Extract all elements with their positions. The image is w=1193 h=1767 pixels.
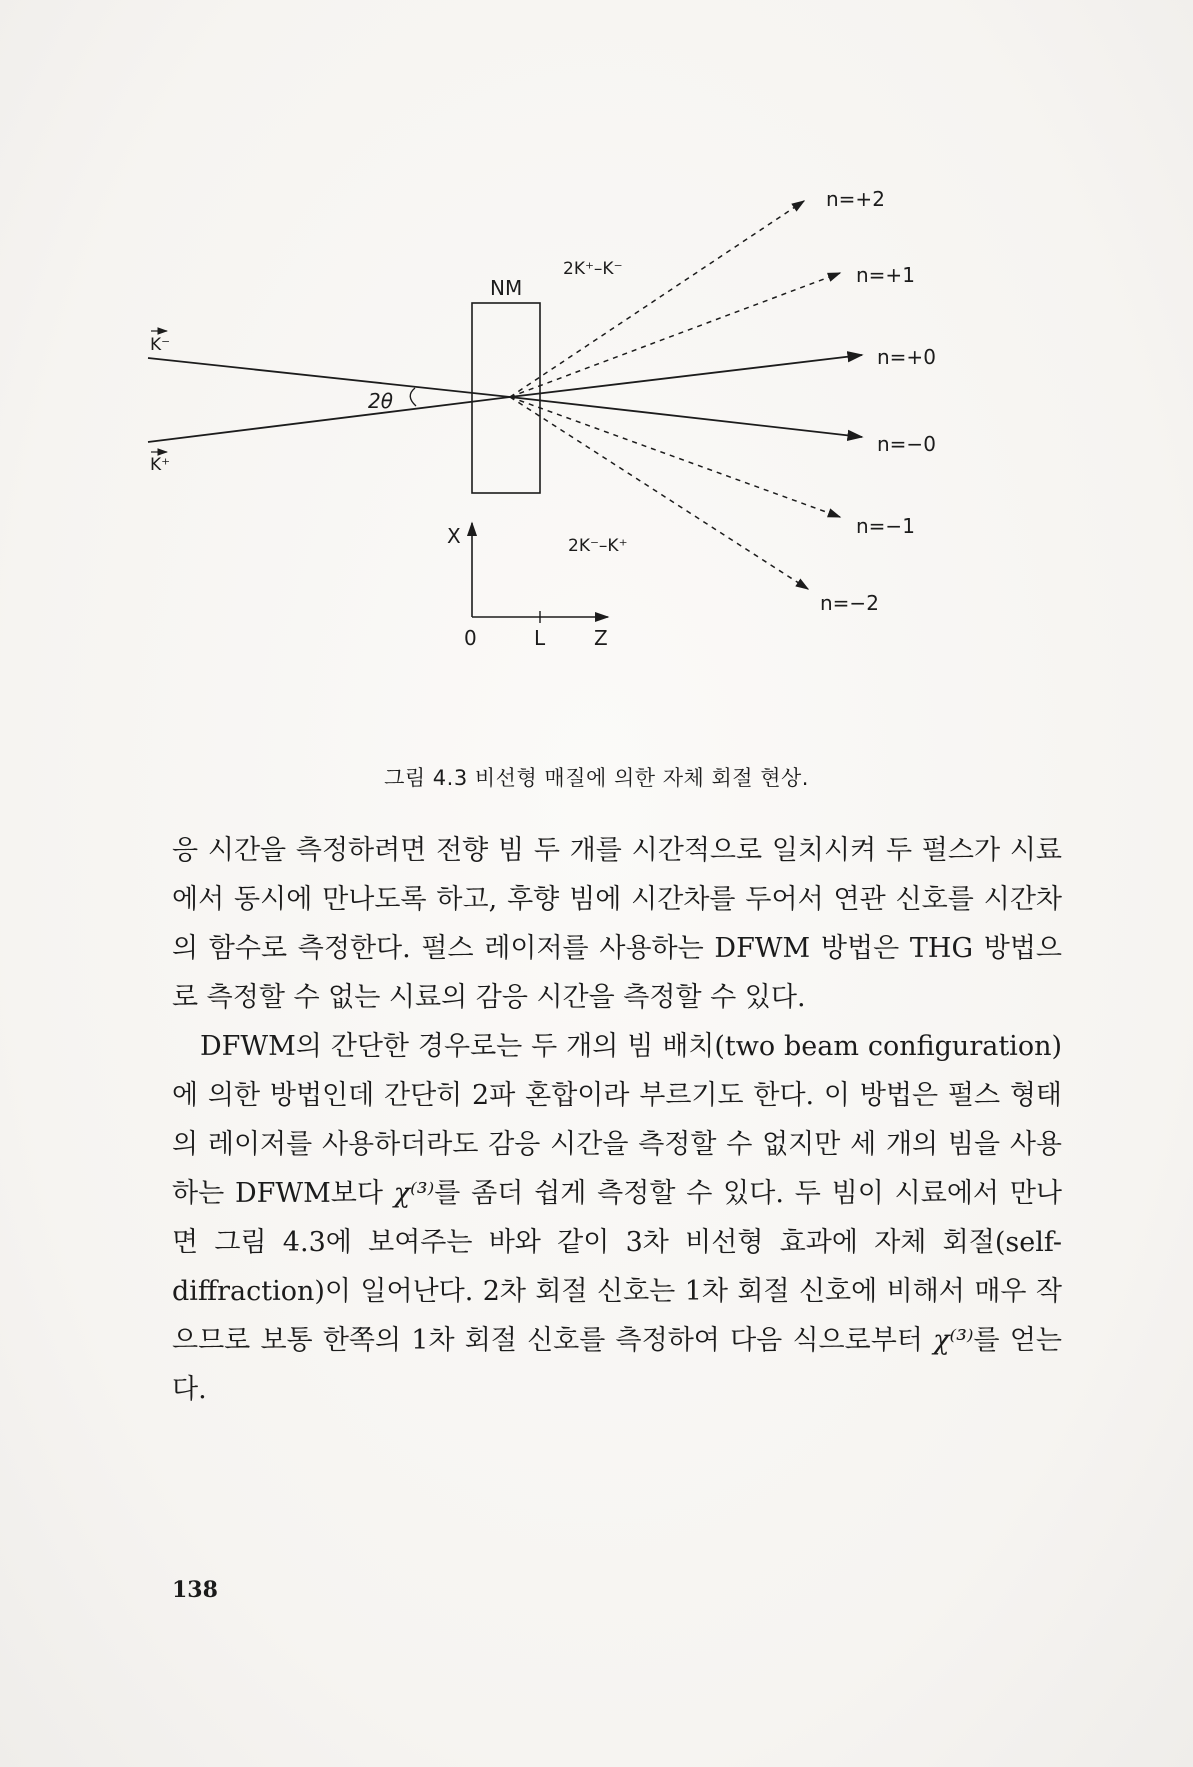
lower-wavevector-label: 2K⁻–K⁺ [568,536,628,556]
paragraph-2 [172,1022,1062,1414]
page-number: 138 [172,1577,218,1603]
incoming-beam-k-plus [148,397,510,442]
order-label-n-plus-1: n=+1 [856,263,915,287]
nm-label: NM [490,276,523,300]
k-plus-label: K⁺ [150,455,171,475]
origin-label: 0 [464,626,477,650]
paragraph-2-part-b: 를 좀더 쉽게 측정할 수 있다. 두 빔이 시료에서 만나면 그림 4.3에 보여주는 바와 같이 3차 비선형 효과에 자체 회절(self-diffraction)이 일어난다. 2차 회절 신호는 1차 회절 신호에 비해서 매우 작으므로 보통 한쪽의 1차 회절 신호를 측정하여 다음 식으로부터 [172,1178,1062,1356]
paragraph-1: 응 시간을 측정하려면 전향 빔 두 개를 시간적으로 일치시켜 두 펄스가 시료에서 동시에 만나도록 하고, 후향 빔에 시간차를 두어서 연관 신호를 시간차의 함수로 측정한다. 펄스 레이저를 사용하는 DFWM 방법은 THG 방법으로 측정할 수 없는 시료의 감응 시간을 측정할 수 있다. [172,835,1062,1013]
order-label-n-minus-1: n=−1 [856,514,915,538]
z-axis-label: Z [594,626,608,650]
order-label-n-minus-0: n=−0 [877,432,936,456]
beam-n-plus-1 [510,273,840,397]
order-label-n-minus-2: n=−2 [820,591,879,615]
diagram-canvas [150,195,1080,755]
upper-wavevector-label: 2K⁺–K⁻ [563,259,623,279]
incoming-beam-k-minus [148,358,510,397]
chi3-symbol: χ⁽³⁾ [933,1325,974,1356]
order-label-n-plus-2: n=+2 [826,187,885,211]
body-text [172,826,1062,1414]
paragraph-2-part-a: DFWM의 간단한 경우로는 두 개의 빔 배치(two beam configuration)에 의한 방법인데 간단히 2파 혼합이라 부르기도 한다. 이 방법은 펄스 형태의 레이저를 사용하더라도 감응 시간을 측정할 수 없지만 세 개의 빔을 사용하는 DFWM보다 [172,1031,1062,1209]
self-diffraction-figure [150,187,1080,755]
two-theta-label: 2θ [368,389,393,413]
figure-caption: 그림 4.3 비선형 매질에 의한 자체 회절 현상. [384,766,809,790]
k-minus-label: K⁻ [150,335,171,355]
order-label-n-plus-0: n=+0 [877,345,936,369]
paragraph-2-part-c: 를 얻는다. [172,1325,1062,1405]
length-label: L [534,626,546,650]
chi3-symbol: χ⁽³⁾ [393,1178,435,1209]
angle-arc [410,388,416,406]
x-axis-label: X [447,524,461,548]
